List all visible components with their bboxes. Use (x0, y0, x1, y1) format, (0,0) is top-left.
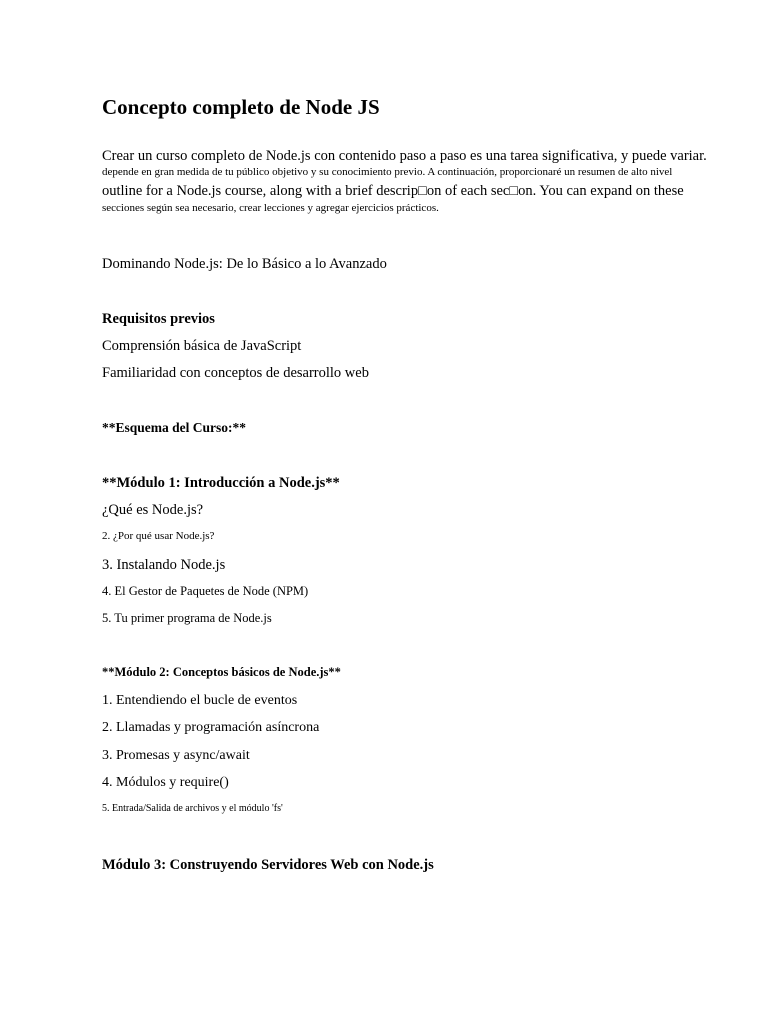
prerequisites-heading: Requisitos previos (102, 311, 215, 327)
document-title: Concepto completo de Node JS (102, 95, 380, 119)
intro-line-4: secciones según sea necesario, crear lecciones y agregar ejercicios prácticos. (102, 202, 439, 214)
prerequisite-item: Familiaridad con conceptos de desarrollo web (102, 365, 369, 381)
module-2-item: 3. Promesas y async/await (102, 748, 250, 763)
intro-line-3: outline for a Node.js course, along with a brief descrip□on of each sec□on. You can expand on these (102, 183, 684, 199)
intro-line-1: Crear un curso completo de Node.js con contenido paso a paso es una tarea significativa, y puede variar. (102, 148, 707, 164)
module-3-heading: Módulo 3: Construyendo Servidores Web con Node.js (102, 857, 434, 873)
module-1-item: ¿Qué es Node.js? (102, 502, 204, 518)
module-2-item: 2. Llamadas y programación asíncrona (102, 720, 320, 735)
module-2-item: 1. Entendiendo el bucle de eventos (102, 693, 298, 708)
module-1-heading: **Módulo 1: Introducción a Node.js** (102, 475, 340, 491)
module-1-item: 5. Tu primer programa de Node.js (102, 611, 272, 625)
module-2-item: 5. Entrada/Salida de archivos y el módulo 'fs' (102, 803, 283, 814)
module-1-item: 3. Instalando Node.js (102, 557, 226, 573)
module-2-heading: **Módulo 2: Conceptos básicos de Node.js** (102, 665, 341, 679)
outline-heading: **Esquema del Curso:** (102, 420, 247, 435)
module-1-item: 4. El Gestor de Paquetes de Node (NPM) (102, 584, 309, 598)
intro-line-2: depende en gran medida de tu público objetivo y su conocimiento previo. A continuación, proporcionaré un resumen de alto nivel (102, 166, 673, 178)
module-2-item: 4. Módulos y require() (102, 775, 229, 790)
course-title: Dominando Node.js: De lo Básico a lo Avanzado (102, 256, 387, 272)
module-1-item: 2. ¿Por qué usar Node.js? (102, 530, 215, 542)
prerequisite-item: Comprensión básica de JavaScript (102, 338, 302, 354)
